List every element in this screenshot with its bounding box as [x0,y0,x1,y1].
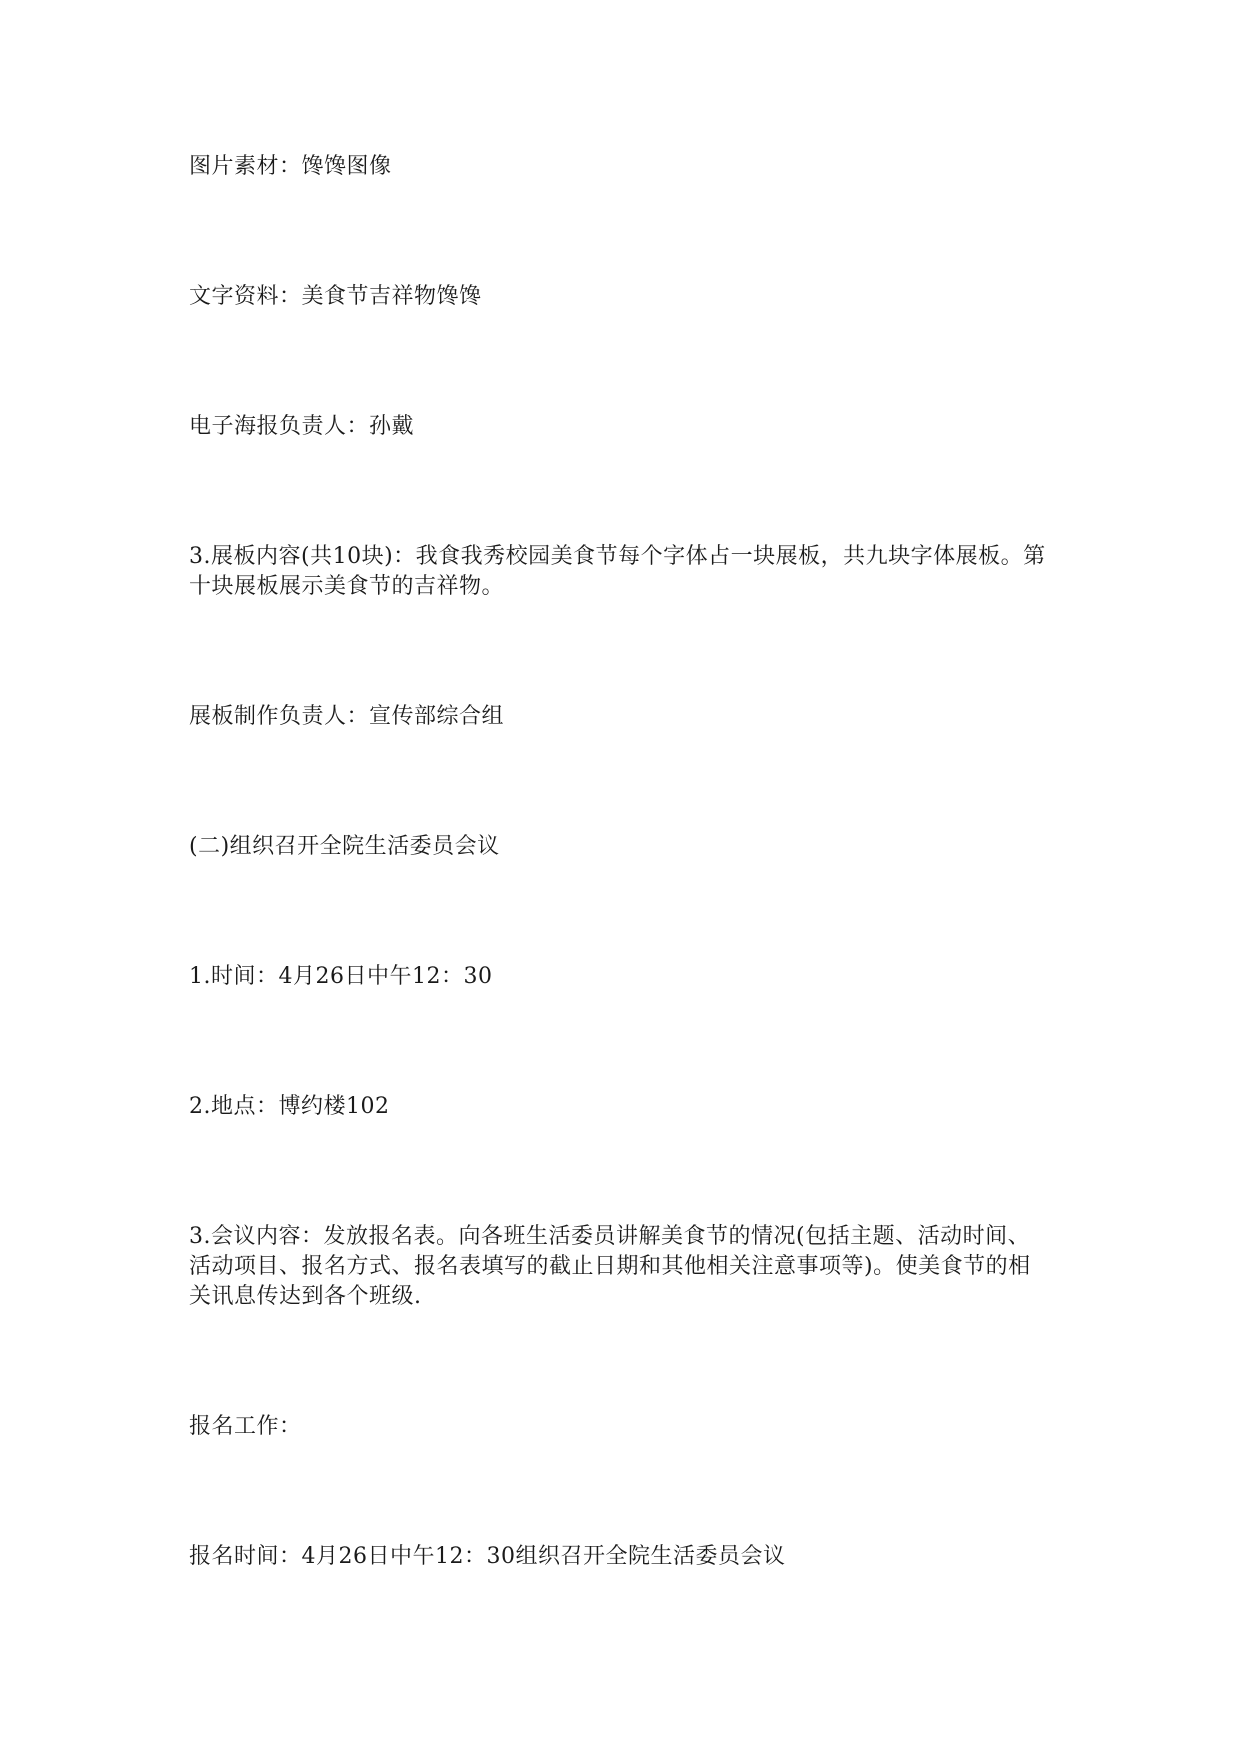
paragraph-meeting-time: 1.时间：4月26日中午12：30 [189,964,493,989]
paragraph-board-content: 3.展板内容(共10块)：我食我秀校园美食节每个字体占一块展板，共九块字体展板。第十块展板展示美食节的吉祥物。 [189,544,1046,599]
paragraph-registration-time: 报名时间：4月26日中午12：30组织召开全院生活委员会议 [189,1544,786,1569]
paragraph-text-material: 文字资料：美食节吉祥物馋馋 [189,284,482,309]
section-heading-meeting: (二)组织召开全院生活委员会议 [189,834,500,859]
paragraph-poster-owner: 电子海报负责人：孙戴 [189,414,415,439]
paragraph-meeting-location: 2.地点：博约楼102 [189,1094,390,1119]
paragraph-meeting-content: 3.会议内容：发放报名表。向各班生活委员讲解美食节的情况(包括主题、活动时间、活动项目、报名方式、报名表填写的截止日期和其他相关注意事项等)。使美食节的相关讯息传达到各个班级. [189,1224,1031,1309]
paragraph-image-material: 图片素材：馋馋图像 [189,154,392,179]
paragraph-board-owner: 展板制作负责人：宣传部综合组 [189,704,505,729]
paragraph-registration-heading: 报名工作： [189,1414,302,1439]
